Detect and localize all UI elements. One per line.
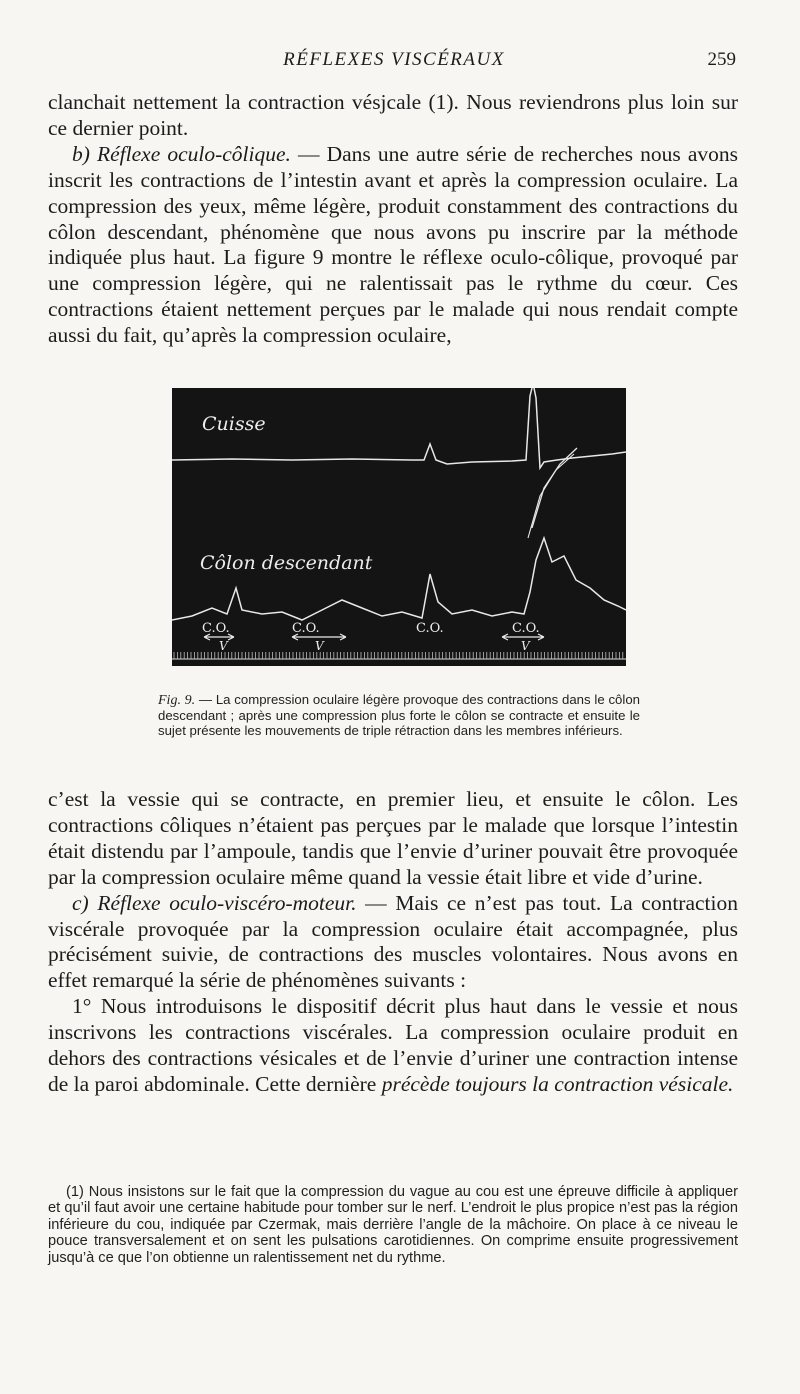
paragraph-oculo-colique-text: — Dans une autre série de recherches nous avons inscrit les contractions de l’intestin avant et après la compression oculaire. La compression des yeux, même légère, produit constamment des contractions du côlon descendant, phénomène que nous avons pu inscrire par la méthode indiquée plus haut. La figure 9 montre le réflexe oculo-côlique, provoqué par une compression légère, qui ne ralentissait pas le rythme du cœur. Ces contractions étaient nettement perçues par le malade qui nous rendait compte aussi du fait, qu’après la compression oculaire, bbox=[48, 141, 738, 348]
paragraph-point-1 bbox=[48, 994, 738, 1098]
marker-co-2: C.O. bbox=[292, 621, 320, 636]
marker-co-3: C.O. bbox=[416, 621, 444, 636]
section-label-b: b) Réflexe oculo-côlique. bbox=[72, 141, 291, 166]
label-colon-descendant: Côlon descendant bbox=[200, 552, 373, 574]
paragraph-oculo-colique bbox=[48, 142, 738, 349]
paragraph-viscero-moteur-text: — Mais ce n’est pas tout. La contraction viscérale provoquée par la compression oculaire était accompagnée, plus précisément suivie, de contractions des muscles volontaires. Nous avons en effet remarqué la série de phénomènes suivants : bbox=[48, 890, 738, 993]
label-cuisse: Cuisse bbox=[202, 413, 266, 435]
marker-v-2: V bbox=[315, 639, 324, 653]
marker-v-1: V bbox=[219, 639, 228, 653]
paragraph-point-1-text: 1° Nous introduisons le dispositif décrit plus haut dans le vessie et nous inscrivons les contractions viscérales. La compression oculaire produit en dehors des contractions vésicales et de l’envie d’uriner une contraction intense de la paroi abdominale. Cette dernière bbox=[48, 994, 738, 1096]
figure-caption bbox=[158, 693, 640, 739]
footnote-text: (1) Nous insistons sur le fait que la compression du vague au cou est une épreuve difficile à appliquer et qu’il faut avoir une certaine habitude pour tomber sur le nerf. L’endroit le plus propice n’est pas la région inférieure du cou, indiquée par Czermak, mais derrière l’angle de la mâchoire. On place à ce niveau le pouce transversalement et on sent les pulsations carotidiennes. On comprime ensuite progressivement jusqu’à ce que l’on obtienne un ralentissement net du rythme. bbox=[48, 1184, 738, 1266]
marker-v-4: V bbox=[521, 639, 530, 653]
text-block-top bbox=[48, 90, 738, 349]
paragraph-continuation: clanchait nettement la contraction vésjcale (1). Nous reviendrons plus loin sur ce dernier point. bbox=[48, 90, 738, 140]
paragraph-viscero-moteur bbox=[48, 891, 738, 995]
page-number: 259 bbox=[707, 49, 736, 70]
page-header bbox=[48, 49, 740, 79]
section-label-c: c) Réflexe oculo-viscéro-moteur. bbox=[72, 890, 357, 915]
paragraph-point-1-emphasis: précède toujours la contraction vésicale. bbox=[381, 1071, 734, 1096]
text-block-bottom bbox=[48, 787, 738, 1098]
running-title: RÉFLEXES VISCÉRAUX bbox=[283, 49, 505, 70]
figure-9-tracing bbox=[172, 388, 626, 666]
marker-co-1: C.O. bbox=[202, 621, 230, 636]
caption-text: — La compression oculaire légère provoque des contractions dans le côlon descendant ; après une compression plus forte le côlon se contracte et ensuite le sujet présente les mouvements de triple rétraction dans les membres inférieurs. bbox=[158, 692, 640, 738]
footnote bbox=[48, 1184, 738, 1266]
caption-label: Fig. 9. bbox=[158, 693, 196, 708]
marker-co-4: C.O. bbox=[512, 621, 540, 636]
paragraph-vessie: c’est la vessie qui se contracte, en premier lieu, et ensuite le côlon. Les contractions côliques n’étaient pas perçues par le malade que lorsque l’intestin était distendu par l’ampoule, tandis que l’envie d’uriner pouvait être provoquée par la compression oculaire même quand la vessie était libre et vide d’urine. bbox=[48, 787, 738, 889]
